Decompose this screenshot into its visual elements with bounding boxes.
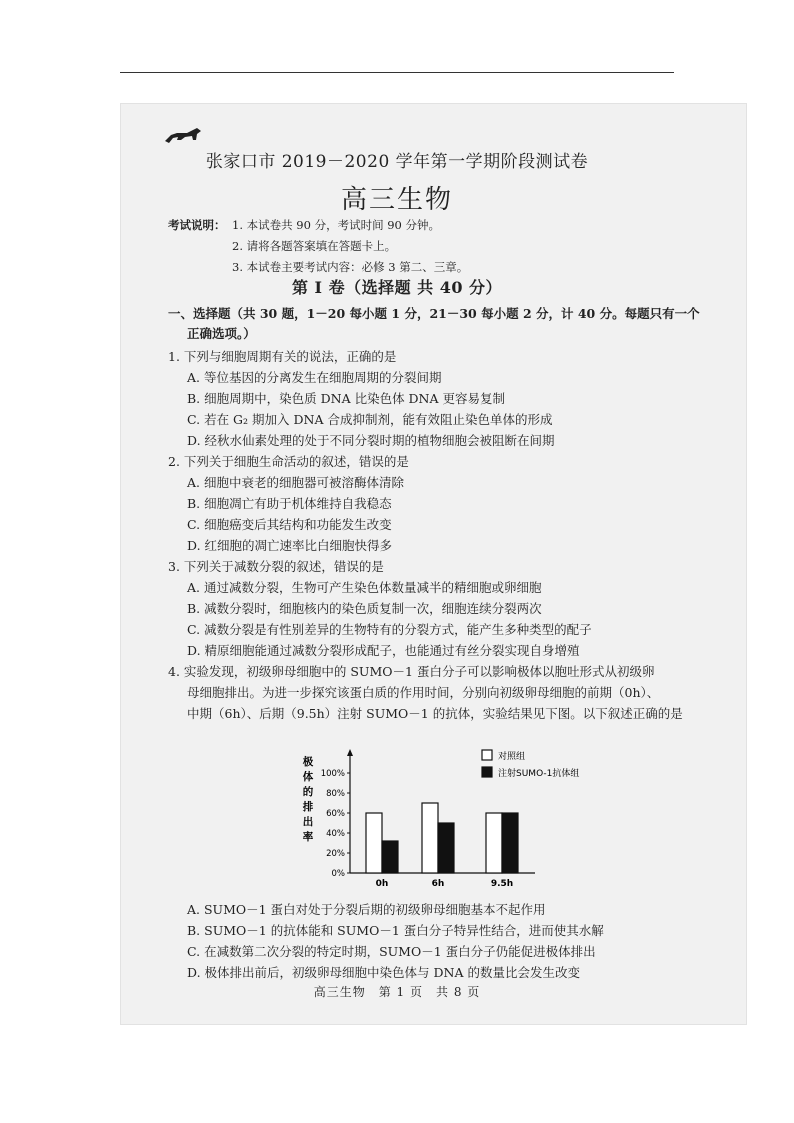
question-option: C. 若在 G₂ 期加入 DNA 合成抑制剂，能有效阻止染色单体的形成: [187, 412, 553, 427]
y-axis-label-char: 极: [302, 756, 314, 768]
note-item: 1. 本试卷共 90 分，考试时间 90 分钟。: [232, 218, 441, 232]
y-axis-label-char: 体: [302, 771, 314, 783]
question-option: A. SUMO－1 蛋白对处于分裂后期的初级卵母细胞基本不起作用: [187, 902, 546, 917]
bar-antibody: [502, 813, 518, 873]
exam-title: 张家口市 2019－2020 学年第一学期阶段测试卷: [205, 152, 589, 172]
y-tick-label: 40%: [326, 829, 345, 839]
y-axis-label-char: 的: [302, 786, 314, 798]
question-option: A. 等位基因的分离发生在细胞周期的分裂间期: [187, 370, 442, 385]
question-stem: 1. 下列与细胞周期有关的说法，正确的是: [168, 349, 397, 364]
question-stem: 4. 实验发现，初级卵母细胞中的 SUMO－1 蛋白分子可以影响极体以胞吐形式从初级卵: [168, 664, 655, 679]
section-heading: 第 Ⅰ 卷（选择题 共 40 分）: [291, 278, 503, 297]
y-axis-arrow-icon: [347, 749, 353, 756]
legend-label: 注射SUMO-1抗体组: [498, 769, 580, 779]
question-stem: 中期（6h）、后期（9.5h）注射 SUMO－1 的抗体，实验结果见下图。以下叙述正确的是: [187, 706, 683, 721]
note-item: 3. 本试卷主要考试内容：必修 3 第二、三章。: [232, 260, 469, 274]
question-option: D. 精原细胞能通过减数分裂形成配子，也能通过有丝分裂实现自身增殖: [187, 643, 580, 658]
x-tick-label: 0h: [375, 879, 389, 889]
question-option: B. 减数分裂时，细胞核内的染色质复制一次，细胞连续分裂两次: [187, 601, 542, 616]
y-axis-label-char: 出: [302, 816, 314, 828]
note-item: 2. 请将各题答案填在答题卡上。: [232, 239, 397, 253]
page-footer: 高三生物 第 1 页 共 8 页: [313, 985, 481, 999]
section-instructions: 正确选项。）: [187, 326, 256, 341]
question-option: C. 减数分裂是有性别差异的生物特有的分裂方式，能产生多种类型的配子: [187, 622, 592, 637]
y-axis-label: [302, 755, 314, 843]
question-option: B. SUMO－1 的抗体能和 SUMO－1 蛋白分子特异性结合，进而使其水解: [187, 923, 604, 938]
question-option: D. 红细胞的凋亡速率比白细胞快得多: [187, 538, 393, 553]
bar-control: [366, 813, 382, 873]
legend-swatch: [482, 750, 492, 760]
legend-swatch: [482, 767, 492, 777]
y-tick-label: 100%: [320, 769, 345, 779]
notes-label: 考试说明：: [168, 218, 226, 232]
section-instructions: 一、选择题（共 30 题，1－20 每小题 1 分，21－30 每小题 2 分，计 40 分。每题只有一个: [168, 306, 700, 321]
bar-antibody: [382, 841, 398, 873]
y-tick-label: 0%: [331, 869, 345, 879]
question-option: A. 细胞中衰老的细胞器可被溶酶体清除: [187, 475, 404, 490]
y-tick-label: 80%: [326, 789, 345, 799]
question-option: D. 极体排出前后，初级卵母细胞中染色体与 DNA 的数量比会发生改变: [187, 965, 580, 980]
publisher-logo-icon: [163, 127, 203, 147]
exam-subject: 高三生物: [340, 185, 453, 215]
question-stem: 2. 下列关于细胞生命活动的叙述，错误的是: [168, 454, 409, 469]
question-option: B. 细胞周期中，染色质 DNA 比染色体 DNA 更容易复制: [187, 391, 506, 406]
question-option: B. 细胞凋亡有助于机体维持自我稳态: [187, 496, 392, 511]
top-rule: [120, 72, 674, 73]
bar-control: [486, 813, 502, 873]
x-tick-label: 9.5h: [490, 879, 514, 889]
bar-antibody: [438, 823, 454, 873]
bar-chart: [300, 745, 580, 895]
x-tick-label: 6h: [431, 879, 445, 889]
legend-label: 对照组: [498, 752, 526, 762]
y-tick-label: 20%: [326, 849, 345, 859]
y-axis-label-char: 率: [302, 831, 314, 843]
bar-control: [422, 803, 438, 873]
question-stem: 3. 下列关于减数分裂的叙述，错误的是: [168, 559, 384, 574]
question-option: C. 在减数第二次分裂的特定时期，SUMO－1 蛋白分子仍能促进极体排出: [187, 944, 596, 959]
question-option: A. 通过减数分裂，生物可产生染色体数量减半的精细胞或卵细胞: [187, 580, 542, 595]
y-tick-label: 60%: [326, 809, 345, 819]
question-option: D. 经秋水仙素处理的处于不同分裂时期的植物细胞会被阻断在间期: [187, 433, 555, 448]
y-axis-label-char: 排: [302, 801, 314, 813]
question-option: C. 细胞癌变后其结构和功能发生改变: [187, 517, 392, 532]
question-stem: 母细胞排出。为进一步探究该蛋白质的作用时间，分别向初级卵母细胞的前期（0h）、: [187, 685, 660, 700]
